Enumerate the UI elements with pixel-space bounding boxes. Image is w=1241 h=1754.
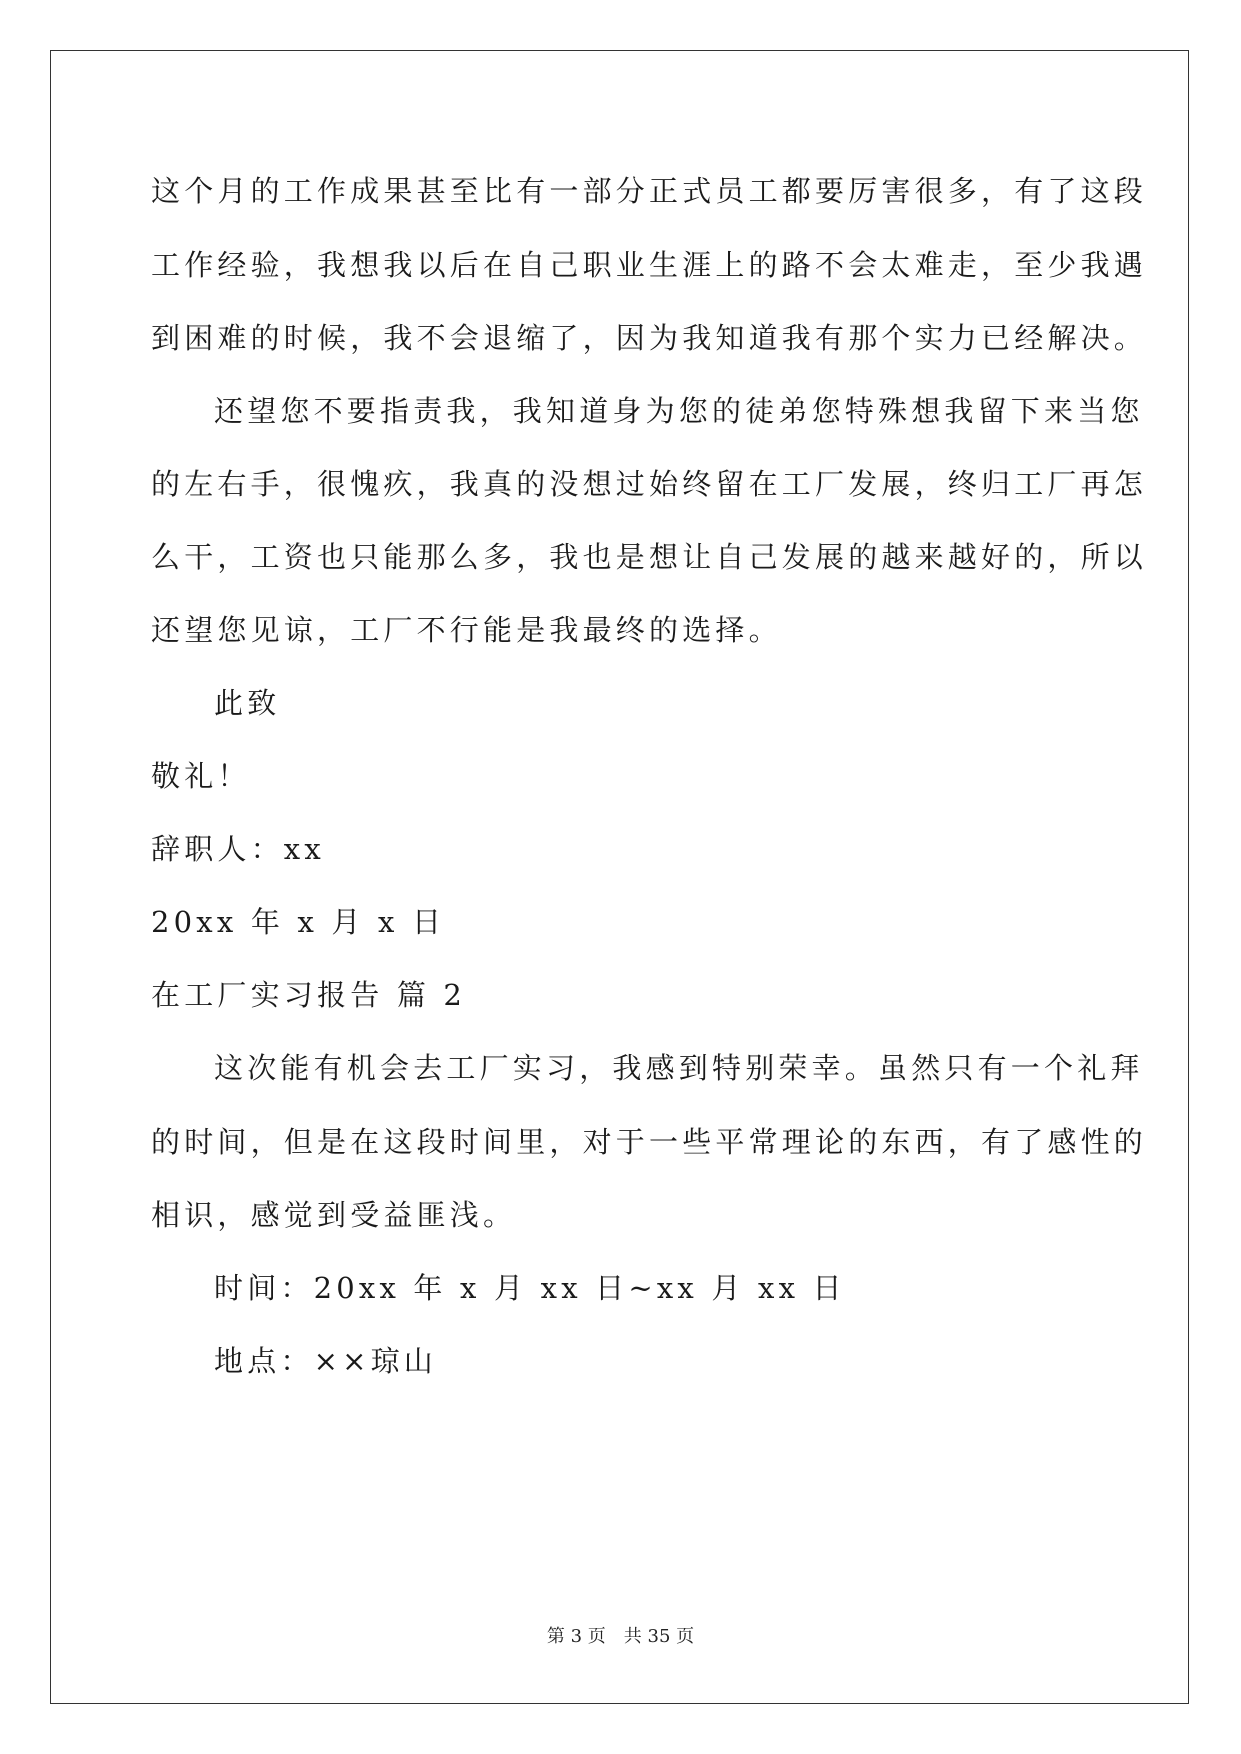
location-line: 地点：××琼山: [214, 1344, 437, 1378]
body-line-4: 还望您不要指责我，我知道身为您的徒弟您特殊想我留下来当您: [214, 394, 1144, 428]
section-heading: 在工厂实习报告 篇 2: [151, 978, 467, 1012]
body-line-5: 的左右手，很愧疚，我真的没想过始终留在工厂发展，终归工厂再怎: [151, 467, 1148, 501]
date-line: 20xx 年 x 月 x 日: [151, 905, 446, 939]
body-line-2: 工作经验，我想我以后在自己职业生涯上的路不会太难走，至少我遇: [151, 248, 1148, 282]
page-border: [50, 50, 1189, 1704]
body-line-3: 到困难的时候，我不会退缩了，因为我知道我有那个实力已经解决。: [151, 321, 1148, 355]
body-line-6: 么干，工资也只能那么多，我也是想让自己发展的越来越好的，所以: [151, 540, 1148, 574]
page-total: 共 35 页: [623, 1626, 695, 1647]
closing-salutation: 此致: [214, 686, 281, 720]
time-line: 时间：20xx 年 x 月 xx 日~xx 月 xx 日: [214, 1271, 846, 1305]
body-line-9: 的时间，但是在这段时间里，对于一些平常理论的东西，有了感性的: [151, 1125, 1148, 1159]
closing-regards: 敬礼！: [151, 759, 251, 793]
body-line-1: 这个月的工作成果甚至比有一部分正式员工都要厉害很多，有了这段: [151, 174, 1148, 208]
page-number: 第 3 页: [546, 1626, 606, 1647]
body-line-7: 还望您见谅，工厂不行能是我最终的选择。: [151, 613, 782, 647]
signature-line: 辞职人：xx: [151, 832, 325, 866]
page-footer: [0, 1625, 1241, 1649]
body-line-10: 相识，感觉到受益匪浅。: [151, 1198, 517, 1232]
body-line-8: 这次能有机会去工厂实习，我感到特别荣幸。虽然只有一个礼拜: [214, 1051, 1144, 1085]
